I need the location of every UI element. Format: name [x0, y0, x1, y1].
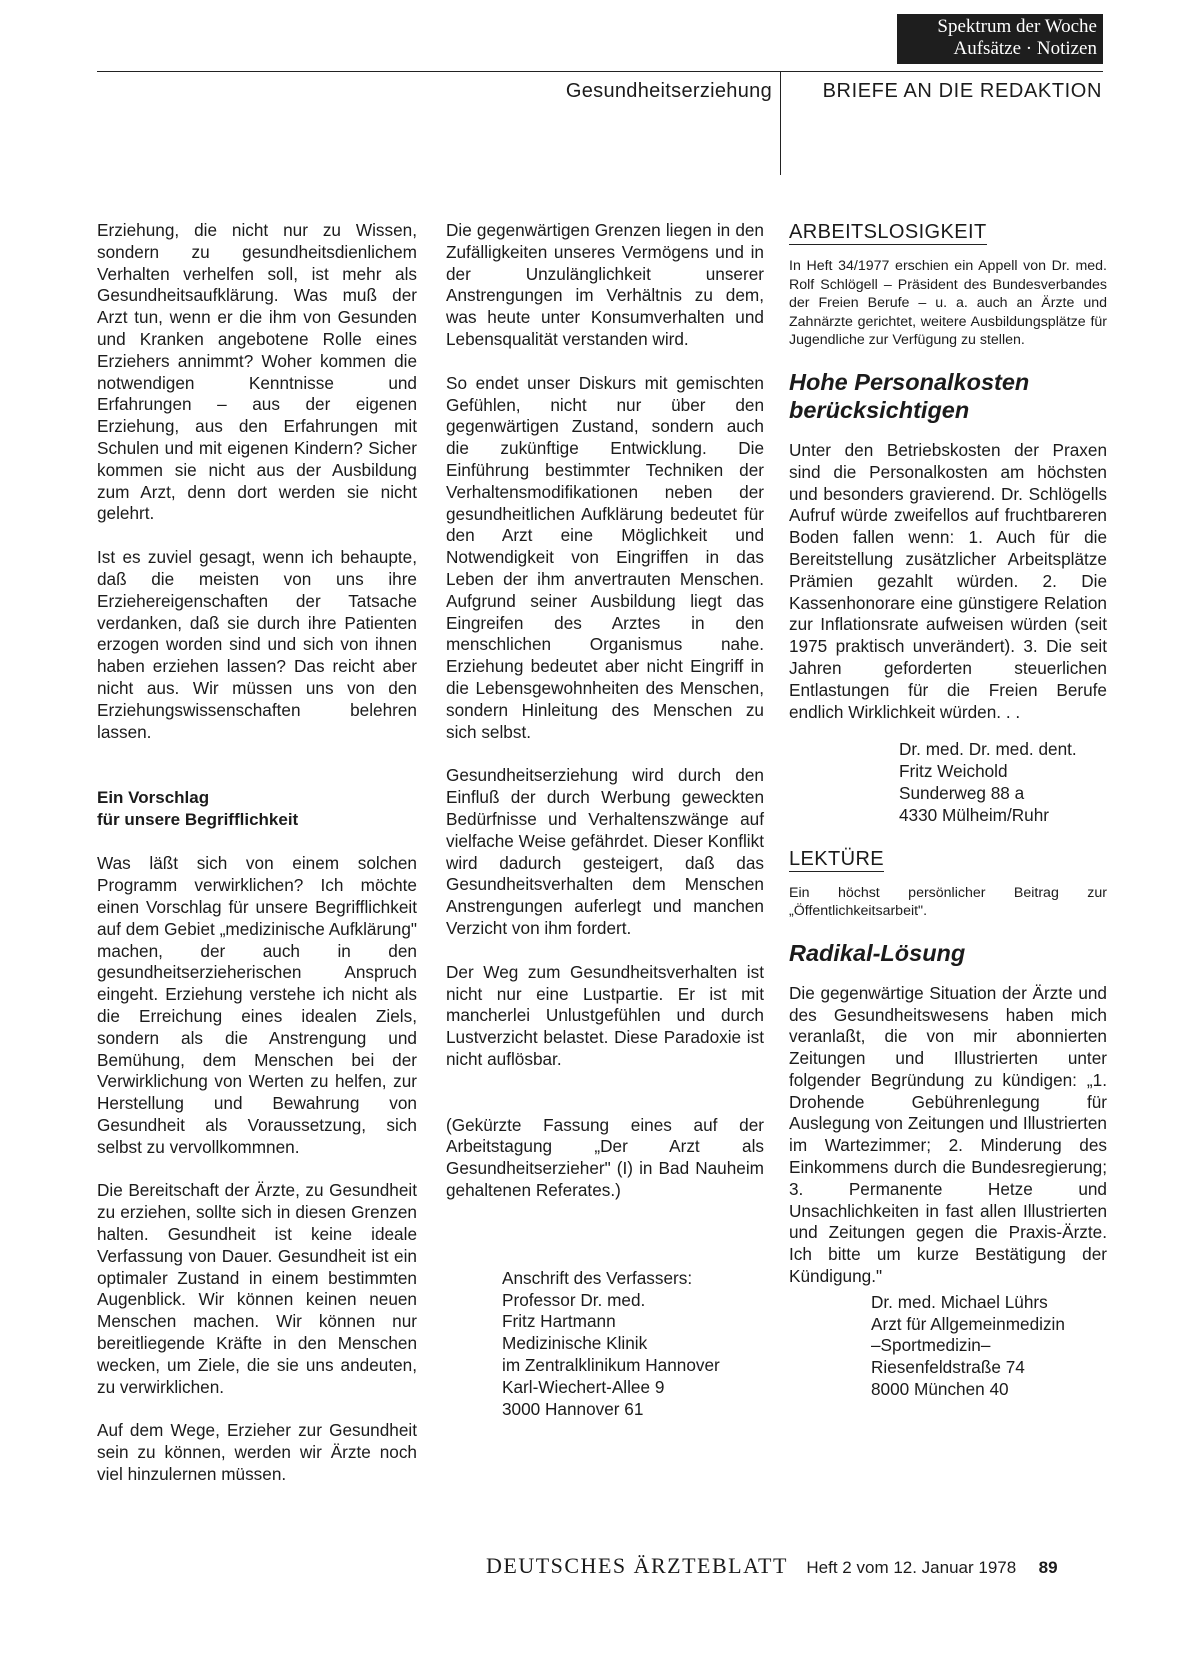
- section-tag: [897, 14, 1103, 64]
- letter-body: Unter den Betriebskosten der Praxen sind die Personalkosten am höchsten und besonders gravierend. Dr. Schlögells Aufruf würde zweifellos auf fruchtbareren Boden fallen wenn: 1. Auch für die Bereitstellung zusätzlicher Arbeitsplätze Prämien gezahlt würden. 2. Die Kassenhonorare eine günstigere Relation zur Inflationsrate aufweisen würden (seit 1975 praktisch unverändert). 3. Die seit Jahren geforderten steuerlichen Entlastungen für die Freien Berufe endlich Wirklichkeit würden. . .: [789, 439, 1107, 722]
- subheading-line2: für unsere Begrifflichkeit: [97, 810, 299, 830]
- signature-line: Dr. med. Dr. med. dent.: [899, 739, 1077, 760]
- address-line: Fritz Hartmann: [502, 1311, 616, 1332]
- signature-line: 8000 München 40: [871, 1379, 1009, 1400]
- signature-line: Sunderweg 88 a: [899, 782, 1025, 803]
- signature-line: 4330 Mülheim/Ruhr: [899, 804, 1049, 825]
- signature-line: Arzt für Allgemeinmedizin: [871, 1313, 1065, 1334]
- address-line: Medizinische Klinik: [502, 1333, 648, 1354]
- signature-line: Fritz Weichold: [899, 761, 1008, 782]
- subheading: [97, 787, 417, 831]
- address-line: im Zentralklinikum Hannover: [502, 1355, 720, 1376]
- paragraph: Erziehung, die nicht nur zu Wissen, sondern zu gesundheitsdienlichem Verhalten verhelfen soll, ist mehr als Gesundheitsaufklärung. Was muß der Arzt tun, wenn er die ihm von Gesunden und Kranken angebotene Rolle eines Erziehers annimmt? Woher kommen die notwendigen Kenntnisse und Erfahrungen – aus der eigenen Erziehung, aus den Erfahrungen mit Schulen und mit eigenen Kindern? Sicher kommen sie nicht aus der Ausbildung zum Arzt, denn dort werden sie nicht gelehrt.: [97, 220, 417, 524]
- header-rule: [97, 71, 1103, 72]
- paragraph: Der Weg zum Gesundheitsverhalten ist nicht nur eine Lustpartie. Er ist mit mancherlei Unlustgefühlen und durch Lustverzicht belastet. Diese Paradoxie ist nicht auflösbar.: [446, 961, 764, 1069]
- section-label: ARBEITSLOSIGKEIT: [789, 221, 987, 243]
- column-1: [97, 220, 417, 1486]
- signature-line: Dr. med. Michael Lührs: [871, 1291, 1048, 1312]
- address-line: 3000 Hannover 61: [502, 1398, 644, 1419]
- page-footer: [486, 1553, 1058, 1579]
- letter-signature: [789, 739, 1107, 826]
- subheading-line1: Ein Vorschlag: [97, 788, 210, 808]
- paragraph: Was läßt sich von einem solchen Programm verwirklichen? Ich möchte einen Vorschlag für unsere Begrifflichkeit auf dem Gebiet „medizinische Aufklärung" machen, der auch in den gesundheitserzieherischen Anspruch eingeht. Erziehung verstehe ich nicht als die Erreichung eines idealen Ziels, sondern als die Anstrengung und Bemühung, dem Menschen bei der Verwirklichung von Werten zu helfen, zur Herstellung und Bewahrung von Gesundheit als Voraussetzung, sich selbst zu vervollkommnen.: [97, 853, 417, 1157]
- letter-intro: In Heft 34/1977 erschien ein Appell von Dr. med. Rolf Schlögell – Präsident des Bundesverbandes der Freien Berufe – u. a. auch an Ärzte und Zahnärzte gerichtet, weitere Ausbildungsplätze für Jugendliche zur Verfügung zu stellen.: [789, 258, 1107, 349]
- address-line: Professor Dr. med.: [502, 1289, 646, 1310]
- paragraph: Die gegenwärtigen Grenzen liegen in den Zufälligkeiten unseres Vermögens und in der Unzulänglichkeit unserer Anstrengungen im Verhältnis zu dem, was heute unter Konsumverhalten und Lebensqualität verstanden wird.: [446, 220, 764, 349]
- address-line: Anschrift des Verfassers:: [502, 1267, 693, 1288]
- paragraph: Die Bereitschaft der Ärzte, zu Gesundheit zu erziehen, sollte sich in diesen Grenzen halten. Gesundheit ist keine ideale Verfassung von Dauer. Gesundheit ist ein optimaler Zustand in einem bestimmten Augenblick. Wir können keinen neuen Menschen machen. Wir können nur bereitliegende Kräfte in den Menschen wecken, um Ziele, die sie uns andeuten, zu verwirklichen.: [97, 1180, 417, 1397]
- signature-line: –Sportmedizin–: [871, 1335, 991, 1356]
- column-2: [446, 220, 764, 1420]
- letter-headline: Radikal-Lösung: [789, 939, 966, 966]
- author-address: [446, 1268, 764, 1421]
- section-tag-line2: Aufsätze · Notizen: [953, 38, 1097, 59]
- paragraph: So endet unser Diskurs mit gemischten Gefühlen, nicht nur über den gegenwärtigen Zustand, sondern auch die zukünftige Entwicklung. Die Einführung bestimmter Techniken der Verhaltensmodifikationen neben der gesundheitlichen Aufklärung bedeutet für den Arzt eine Möglichkeit und Notwendigkeit von Eingriffen in das Leben der ihm anvertrauten Menschen. Aufgrund seiner Ausbildung liegt das Eingreifen des Arztes in den menschlichen Organismus nahe. Erziehung bedeutet aber nicht Eingriff in die Lebensgewohnheiten des Menschen, sondern Hinleitung des Menschen zu sich selbst.: [446, 372, 764, 742]
- running-title-left: Gesundheitserziehung: [565, 80, 772, 102]
- letter-intro: Ein höchst persönlicher Beitrag zur „Öffentlichkeitsarbeit".: [789, 884, 1107, 920]
- column-3: [789, 220, 1107, 1401]
- letter-body: Die gegenwärtige Situation der Ärzte und des Gesundheitswesens haben mich veranlaßt, die von mir abonnierten Zeitungen und Illustrierten unter folgender Begründung zu kündigen: „1. Drohende Gebührenlegung für Auslegung von Zeitungen und Illustrierten im Wartezimmer; 2. Minderung des Einkommens durch die Bundesregierung; 3. Permanente Hetze und Unsachlichkeiten in fast allen Illustrierten und Zeitungen gegen die Praxis-Ärzte. Ich bitte um kurze Bestätigung der Kündigung.": [789, 982, 1107, 1287]
- paragraph: Gesundheitserziehung wird durch den Einfluß der durch Werbung geweckten Bedürfnisse und Verhaltenszwänge auf vielfache Weise gefährdet. Dieser Konflikt wird dadurch gesteigert, daß das Gesundheitsverhalten dem Menschen Anstrengungen auferlegt und manchen Verzicht von ihm fordert.: [446, 765, 764, 938]
- editorial-note: (Gekürzte Fassung eines auf der Arbeitstagung „Der Arzt als Gesundheitserzieher" (I) in Bad Nauheim gehaltenen Referates.): [446, 1114, 764, 1201]
- paragraph: Ist es zuviel gesagt, wenn ich behaupte, daß die meisten von uns ihre Erziehereigenschaften der Tatsache verdanken, daß sie durch ihre Patienten erzogen worden sind und sich von ihnen haben erziehen lassen? Das reicht aber nicht aus. Wir müssen uns von den Erziehungswissenschaften belehren lassen.: [97, 547, 417, 742]
- section-label: LEKTÜRE: [789, 847, 885, 870]
- section-tag-line1: Spektrum der Woche: [937, 16, 1097, 37]
- letter-signature: [789, 1292, 1107, 1401]
- issue-info: Heft 2 vom 12. Januar 1978: [806, 1558, 1017, 1577]
- paragraph: Auf dem Wege, Erzieher zur Gesundheit sein zu können, werden wir Ärzte noch viel hinzulernen müssen.: [97, 1420, 417, 1485]
- address-line: Karl-Wiechert-Allee 9: [502, 1376, 665, 1397]
- page-number: 89: [1038, 1558, 1058, 1577]
- letter-headline: Hohe Personalkosten berücksichtigen: [789, 368, 1030, 423]
- header-divider: [780, 71, 781, 175]
- magazine-name: DEUTSCHES ÄRZTEBLATT: [486, 1553, 788, 1578]
- running-title-right: BRIEFE AN DIE REDAKTION: [822, 80, 1102, 102]
- signature-line: Riesenfeldstraße 74: [871, 1357, 1025, 1378]
